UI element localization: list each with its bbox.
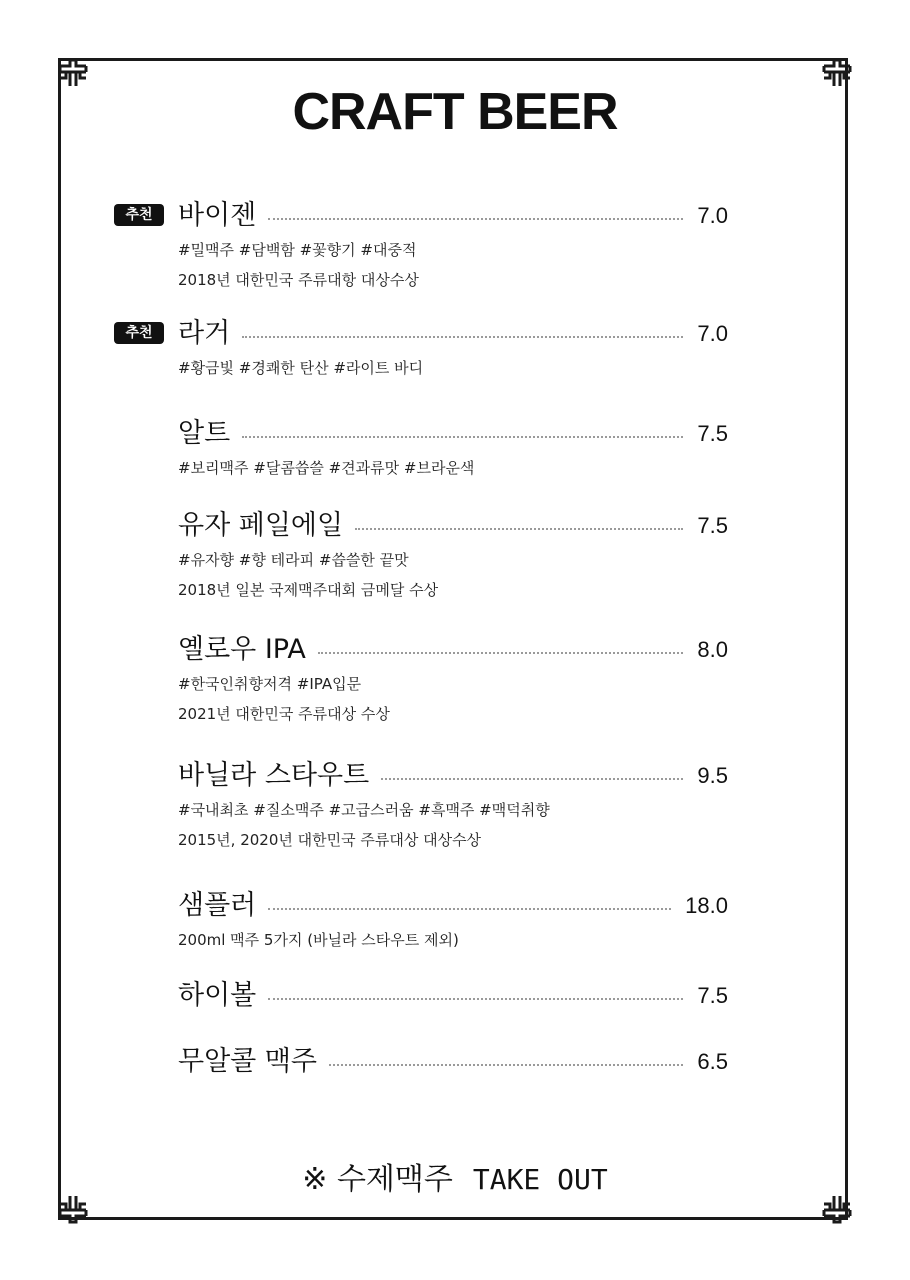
menu-item-row <box>0 886 910 926</box>
menu-item-name: 옐로우 IPA <box>178 634 306 665</box>
menu-item-tags: #밀맥주 #담백함 #꽃향기 #대중적 <box>178 241 417 259</box>
takeout-notice <box>0 1158 910 1202</box>
menu-item-price: 7.5 <box>697 513 728 538</box>
dotted-leader <box>381 778 683 780</box>
menu-item-tags: #황금빛 #경쾌한 탄산 #라이트 바디 <box>178 359 424 377</box>
menu-item-tags: #국내최초 #질소맥주 #고급스러움 #흑맥주 #맥덕취향 <box>178 801 550 819</box>
menu-title: CRAFT BEER <box>292 83 618 141</box>
menu-item-award: 2015년, 2020년 대한민국 주류대상 대상수상 <box>178 831 482 849</box>
menu-item-price: 7.5 <box>697 421 728 446</box>
menu-item-name: 샘플러 <box>178 890 257 921</box>
menu-item-price: 7.5 <box>697 983 728 1008</box>
menu-item-tags: #한국인취향저격 #IPA입문 <box>178 675 362 693</box>
menu-item-price: 9.5 <box>697 763 728 788</box>
recommend-badge: 추천 <box>114 204 164 226</box>
menu-item-name: 알트 <box>178 418 231 449</box>
dotted-leader <box>329 1064 683 1066</box>
dotted-leader <box>355 528 683 530</box>
menu-item-row <box>0 630 910 670</box>
dotted-leader <box>242 436 683 438</box>
menu-item-award: 2018년 일본 국제맥주대회 금메달 수상 <box>178 581 439 599</box>
menu-item-name: 하이볼 <box>178 980 257 1011</box>
menu-item-price: 7.0 <box>697 321 728 346</box>
menu-item-row <box>0 756 910 796</box>
menu-item-row <box>0 506 910 546</box>
takeout-label: ※ 수제맥주 <box>302 1162 453 1197</box>
menu-item-name: 라거 <box>178 318 231 349</box>
menu-item-name: 바이젠 <box>178 200 257 231</box>
menu-item-row <box>0 314 910 354</box>
takeout-text: TAKE OUT <box>472 1163 608 1196</box>
menu-item-price: 7.0 <box>697 203 728 228</box>
menu-item-row <box>0 1042 910 1082</box>
menu-item-price: 18.0 <box>685 893 728 918</box>
menu-item-tags: 200ml 맥주 5가지 (바닐라 스타우트 제외) <box>178 931 459 949</box>
menu-item-award: 2021년 대한민국 주류대상 수상 <box>178 705 390 723</box>
menu-item-row <box>0 414 910 454</box>
dotted-leader <box>242 336 683 338</box>
menu-item-tags: #보리맥주 #달콤씁쓸 #견과류맛 #브라운색 <box>178 459 475 477</box>
menu-item-price: 8.0 <box>697 637 728 662</box>
dotted-leader <box>268 998 683 1000</box>
dotted-leader <box>268 218 683 220</box>
dotted-leader <box>318 652 683 654</box>
dotted-leader <box>268 908 671 910</box>
menu-item-name: 유자 페일에일 <box>178 510 344 541</box>
menu-item-name: 무알콜 맥주 <box>178 1046 317 1077</box>
menu-item-row <box>0 196 910 236</box>
menu-item-price: 6.5 <box>697 1049 728 1074</box>
menu-item-row <box>0 976 910 1016</box>
menu-item-name: 바닐라 스타우트 <box>178 760 370 791</box>
menu-item-tags: #유자향 #향 테라피 #씁쓸한 끝맛 <box>178 551 409 569</box>
recommend-badge: 추천 <box>114 322 164 344</box>
menu-item-award: 2018년 대한민국 주류대항 대상수상 <box>178 271 419 289</box>
